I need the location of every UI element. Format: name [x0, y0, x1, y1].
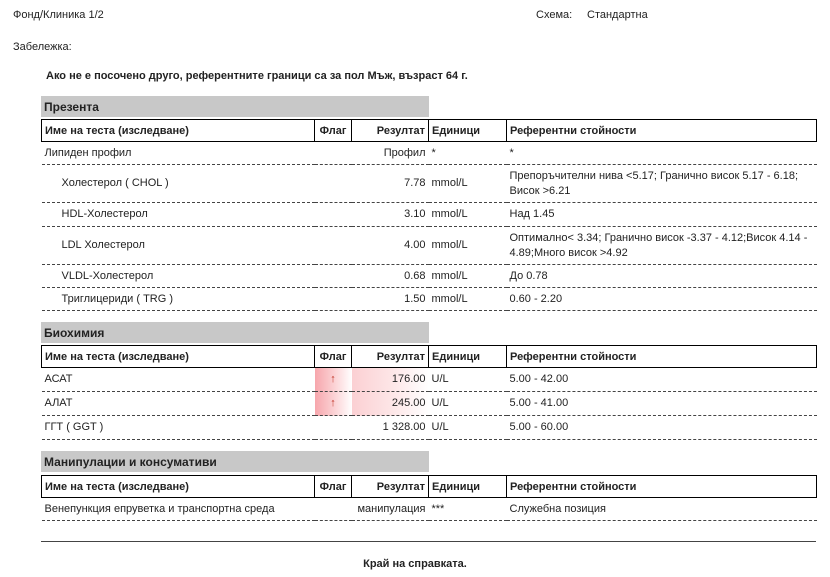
col-header-units: Единици: [429, 476, 507, 498]
table-row: [42, 142, 817, 165]
col-header-result: Резултат: [352, 346, 429, 368]
test-units: ***: [429, 498, 507, 521]
table-header-row: [42, 120, 817, 142]
table-manipulations: [41, 475, 817, 521]
test-name: ГГТ ( GGT ): [42, 416, 315, 440]
test-units: mmol/L: [429, 288, 507, 311]
test-reference: До 0.78: [507, 265, 817, 288]
col-header-name: Име на теста (изследване): [42, 476, 315, 498]
test-name: АЛАТ: [42, 392, 315, 416]
col-header-result: Резултат: [352, 476, 429, 498]
table-row: [42, 265, 817, 288]
table-prezenta: [41, 119, 817, 311]
section-title-biochemistry: Биохимия: [41, 322, 429, 343]
table-biochemistry: [41, 345, 817, 440]
table-row: [42, 368, 817, 392]
col-header-units: Единици: [429, 346, 507, 368]
test-units: U/L: [429, 368, 507, 392]
high-flag-arrow-icon: ↑: [315, 368, 352, 392]
test-flag: [315, 165, 352, 203]
test-result: 7.78: [352, 165, 429, 203]
table-row: [42, 416, 817, 440]
reference-note: Ако не е посочено друго, референтните граници са за пол Мъж, възраст 64 г.: [46, 70, 468, 82]
high-flag-arrow-icon: ↑: [315, 392, 352, 416]
fund-clinic-label: Фонд/Клиника 1/2: [13, 9, 104, 21]
test-flag: [315, 227, 352, 265]
test-units: U/L: [429, 392, 507, 416]
end-of-report-text: Край на справката.: [363, 558, 467, 570]
test-flag: [315, 265, 352, 288]
test-result: 3.10: [352, 203, 429, 227]
test-units: mmol/L: [429, 227, 507, 265]
section-title-prezenta: Презента: [41, 96, 429, 117]
test-result: 0.68: [352, 265, 429, 288]
col-header-flag: Флаг: [315, 346, 352, 368]
section-title-manipulations: Манипулации и консумативи: [41, 451, 429, 472]
test-flag: [315, 498, 352, 521]
col-header-flag: Флаг: [315, 476, 352, 498]
test-reference: Над 1.45: [507, 203, 817, 227]
test-name: HDL-Холестерол: [42, 203, 315, 227]
col-header-reference: Референтни стойности: [507, 476, 817, 498]
test-result: Профил: [352, 142, 429, 165]
test-reference: Оптимално< 3.34; Гранично висок -3.37 - 4.12;Висок 4.14 - 4.89;Много висок >4.92: [507, 227, 817, 265]
test-reference: Препоръчителни нива <5.17; Гранично висок 5.17 - 6.18; Висок >6.21: [507, 165, 817, 203]
table-row: [42, 227, 817, 265]
table-header-row: [42, 476, 817, 498]
col-header-units: Единици: [429, 120, 507, 142]
table-row: [42, 165, 817, 203]
scheme-value: Стандартна: [587, 9, 648, 21]
col-header-flag: Флаг: [315, 120, 352, 142]
table-row: [42, 288, 817, 311]
footer-divider: [41, 541, 816, 542]
test-result: 176.00: [352, 368, 429, 392]
test-result: 1 328.00: [352, 416, 429, 440]
table-header-row: [42, 346, 817, 368]
col-header-result: Резултат: [352, 120, 429, 142]
test-name: LDL Холестерол: [42, 227, 315, 265]
test-name: VLDL-Холестерол: [42, 265, 315, 288]
test-result: манипулация: [352, 498, 429, 521]
test-name: Венепункция епруветка и транспортна среда: [42, 498, 315, 521]
col-header-name: Име на теста (изследване): [42, 120, 315, 142]
test-units: mmol/L: [429, 265, 507, 288]
test-name: Триглицериди ( TRG ): [42, 288, 315, 311]
test-reference: 5.00 - 60.00: [507, 416, 817, 440]
test-flag: [315, 288, 352, 311]
test-reference: 5.00 - 41.00: [507, 392, 817, 416]
table-row: [42, 203, 817, 227]
table-row: [42, 392, 817, 416]
col-header-reference: Референтни стойности: [507, 120, 817, 142]
test-result: 1.50: [352, 288, 429, 311]
test-flag: [315, 203, 352, 227]
test-units: mmol/L: [429, 165, 507, 203]
col-header-reference: Референтни стойности: [507, 346, 817, 368]
table-row: [42, 498, 817, 521]
test-reference: Служебна позиция: [507, 498, 817, 521]
test-reference: *: [507, 142, 817, 165]
test-reference: 0.60 - 2.20: [507, 288, 817, 311]
scheme-label: Схема:: [536, 9, 573, 21]
test-units: mmol/L: [429, 203, 507, 227]
test-flag: [315, 416, 352, 440]
test-name: Липиден профил: [42, 142, 315, 165]
test-units: U/L: [429, 416, 507, 440]
col-header-name: Име на теста (изследване): [42, 346, 315, 368]
test-result: 4.00: [352, 227, 429, 265]
test-reference: 5.00 - 42.00: [507, 368, 817, 392]
test-name: АСАТ: [42, 368, 315, 392]
test-name: Холестерол ( CHOL ): [42, 165, 315, 203]
test-flag: [315, 142, 352, 165]
note-label: Забележка:: [13, 41, 72, 53]
test-units: *: [429, 142, 507, 165]
test-result: 245.00: [352, 392, 429, 416]
